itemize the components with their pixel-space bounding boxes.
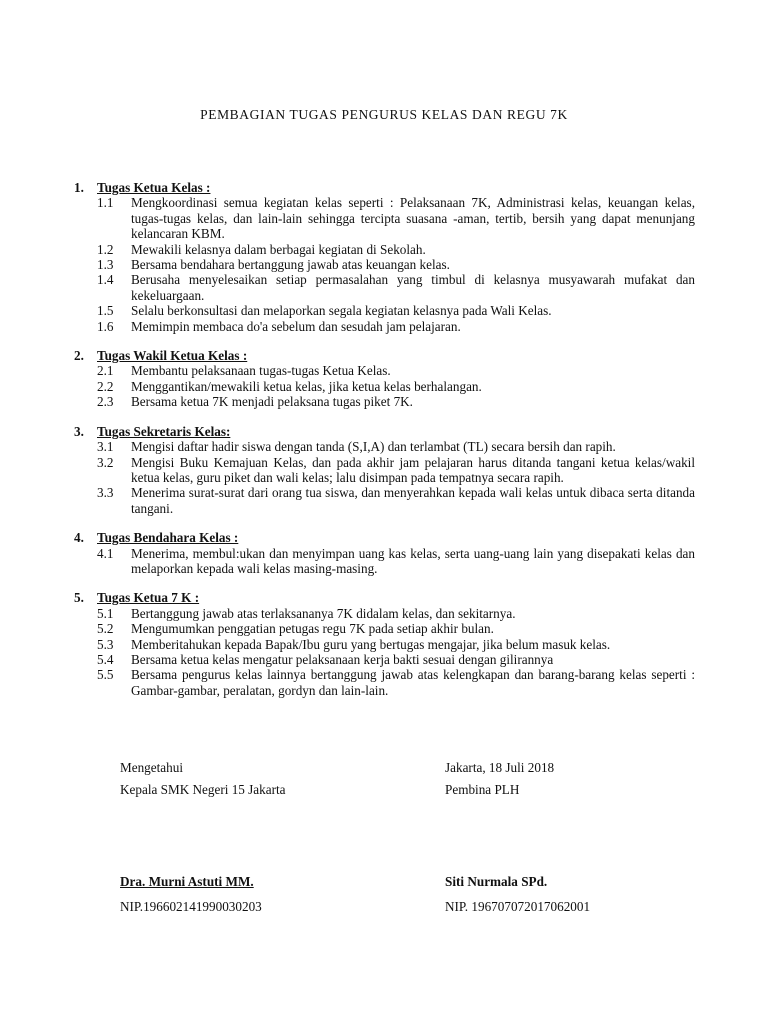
item-number: 2.2 <box>97 378 114 394</box>
item-number: 2.3 <box>97 394 114 410</box>
task-item <box>74 363 695 378</box>
task-item <box>74 257 695 272</box>
right-position-label: Pembina PLH <box>445 782 520 797</box>
task-item <box>74 637 695 652</box>
task-section <box>74 180 695 334</box>
item-number: 4.1 <box>97 545 114 561</box>
section-heading <box>74 530 695 545</box>
task-section <box>74 424 695 516</box>
item-text: Bertanggung jawab atas terlaksananya 7K didalam kelas, dan sekitarnya. <box>131 605 516 621</box>
task-item <box>74 485 695 516</box>
item-text: Bersama pengurus kelas lainnya bertanggung jawab atas kelengkapan dan barang-barang kelas seperti : Gambar-gambar, peralatan, gordyn dan lain-lain. <box>131 667 695 698</box>
item-number: 1.6 <box>97 318 114 334</box>
item-number: 5.4 <box>97 651 114 667</box>
task-item <box>74 394 695 409</box>
task-item <box>74 667 695 698</box>
item-text: Menerima, membul:ukan dan menyimpan uang kas kelas, serta uang-uang lain yang disepakati kelas dan melaporkan kepada wali kelas masing-masing. <box>131 545 695 576</box>
task-sections <box>74 180 695 712</box>
item-number: 1.1 <box>97 195 114 211</box>
task-section <box>74 348 695 410</box>
task-item <box>74 242 695 257</box>
item-text: Berusaha menyelesaikan setiap permasalahan yang timbul di kelasnya musyawarah mufakat dan kekeluargaan. <box>131 272 695 303</box>
section-number: 4. <box>74 530 84 546</box>
task-item <box>74 195 695 241</box>
item-number: 3.3 <box>97 485 114 501</box>
item-text: Mengisi Buku Kemajuan Kelas, dan pada akhir jam pelajaran harus ditanda tangani ketua kelas/wakil ketua kelas, guru piket dan wali kelas; lalu disimpan pada tempatnya secara rapih. <box>131 454 695 485</box>
task-item <box>74 621 695 636</box>
item-text: Bersama bendahara bertanggung jawab atas keuangan kelas. <box>131 257 450 273</box>
item-text: Selalu berkonsultasi dan melaporkan segala kegiatan kelasnya pada Wali Kelas. <box>131 303 552 319</box>
task-item <box>74 455 695 486</box>
left-position-label: Kepala SMK Negeri 15 Jakarta <box>120 782 286 797</box>
item-text: Bersama ketua 7K menjadi pelaksana tugas piket 7K. <box>131 394 413 410</box>
task-item <box>74 439 695 454</box>
task-item <box>74 546 695 577</box>
item-text: Membantu pelaksanaan tugas-tugas Ketua Kelas. <box>131 363 391 379</box>
section-number: 5. <box>74 590 84 606</box>
section-title: Tugas Ketua 7 K : <box>97 590 200 606</box>
item-text: Mengumumkan penggatian petugas regu 7K pada setiap akhir bulan. <box>131 621 494 637</box>
item-number: 1.4 <box>97 272 114 288</box>
section-heading <box>74 424 695 439</box>
task-section <box>74 590 695 698</box>
section-number: 3. <box>74 423 84 439</box>
item-text: Memberitahukan kepada Bapak/Ibu guru yang bertugas mengajar, jika belum masuk kelas. <box>131 636 611 652</box>
section-heading <box>74 180 695 195</box>
item-number: 5.5 <box>97 667 114 683</box>
left-signatory-name: Dra. Murni Astuti MM. <box>120 874 254 889</box>
item-number: 5.1 <box>97 605 114 621</box>
section-heading <box>74 590 695 605</box>
item-text: Memimpin membaca do'a sebelum dan sesudah jam pelajaran. <box>131 318 461 334</box>
section-number: 2. <box>74 348 84 364</box>
task-item <box>74 606 695 621</box>
left-signatory-nip: NIP.196602141990030203 <box>120 899 262 914</box>
left-acknowledge-label: Mengetahui <box>120 760 183 775</box>
task-item <box>74 652 695 667</box>
task-item <box>74 319 695 334</box>
item-text: Mengkoordinasi semua kegiatan kelas seperti : Pelaksanaan 7K, Administrasi kelas, keuangan kelas, tugas-tugas kelas, dan lain-lain sehingga tercipta suasana -aman, tertib, bersih yang dapat menunjang kelancaran KBM. <box>131 195 695 242</box>
place-date: Jakarta, 18 Juli 2018 <box>445 760 555 775</box>
item-number: 5.3 <box>97 636 114 652</box>
item-text: Menggantikan/mewakili ketua kelas, jika ketua kelas berhalangan. <box>131 378 482 394</box>
task-item <box>74 379 695 394</box>
section-heading <box>74 348 695 363</box>
item-number: 2.1 <box>97 363 114 379</box>
task-item <box>74 303 695 318</box>
item-number: 3.2 <box>97 454 114 470</box>
item-text: Mewakili kelasnya dalam berbagai kegiatan di Sekolah. <box>131 241 426 257</box>
item-number: 1.3 <box>97 257 114 273</box>
section-number: 1. <box>74 180 84 195</box>
section-title: Tugas Bendahara Kelas : <box>97 530 239 546</box>
item-text: Bersama ketua kelas mengatur pelaksanaan kerja bakti sesuai dengan gilirannya <box>131 651 554 667</box>
right-signatory-nip: NIP. 196707072017062001 <box>445 899 591 914</box>
right-signatory-name: Siti Nurmala SPd. <box>445 874 548 889</box>
task-item <box>74 272 695 303</box>
item-text: Menerima surat-surat dari orang tua siswa, dan menyerahkan kepada wali kelas untuk dibaca serta ditanda tangani. <box>131 485 695 516</box>
item-number: 3.1 <box>97 439 114 455</box>
task-section <box>74 530 695 576</box>
section-title: Tugas Ketua Kelas : <box>97 180 211 195</box>
section-title: Tugas Sekretaris Kelas: <box>97 423 231 439</box>
item-number: 5.2 <box>97 621 114 637</box>
section-title: Tugas Wakil Ketua Kelas : <box>97 348 248 364</box>
item-number: 1.2 <box>97 241 114 257</box>
item-number: 1.5 <box>97 303 114 319</box>
item-text: Mengisi daftar hadir siswa dengan tanda (S,I,A) dan terlambat (TL) secara bersih dan rapih. <box>131 439 616 455</box>
document-title: PEMBAGIAN TUGAS PENGURUS KELAS DAN REGU 7K <box>200 107 568 122</box>
